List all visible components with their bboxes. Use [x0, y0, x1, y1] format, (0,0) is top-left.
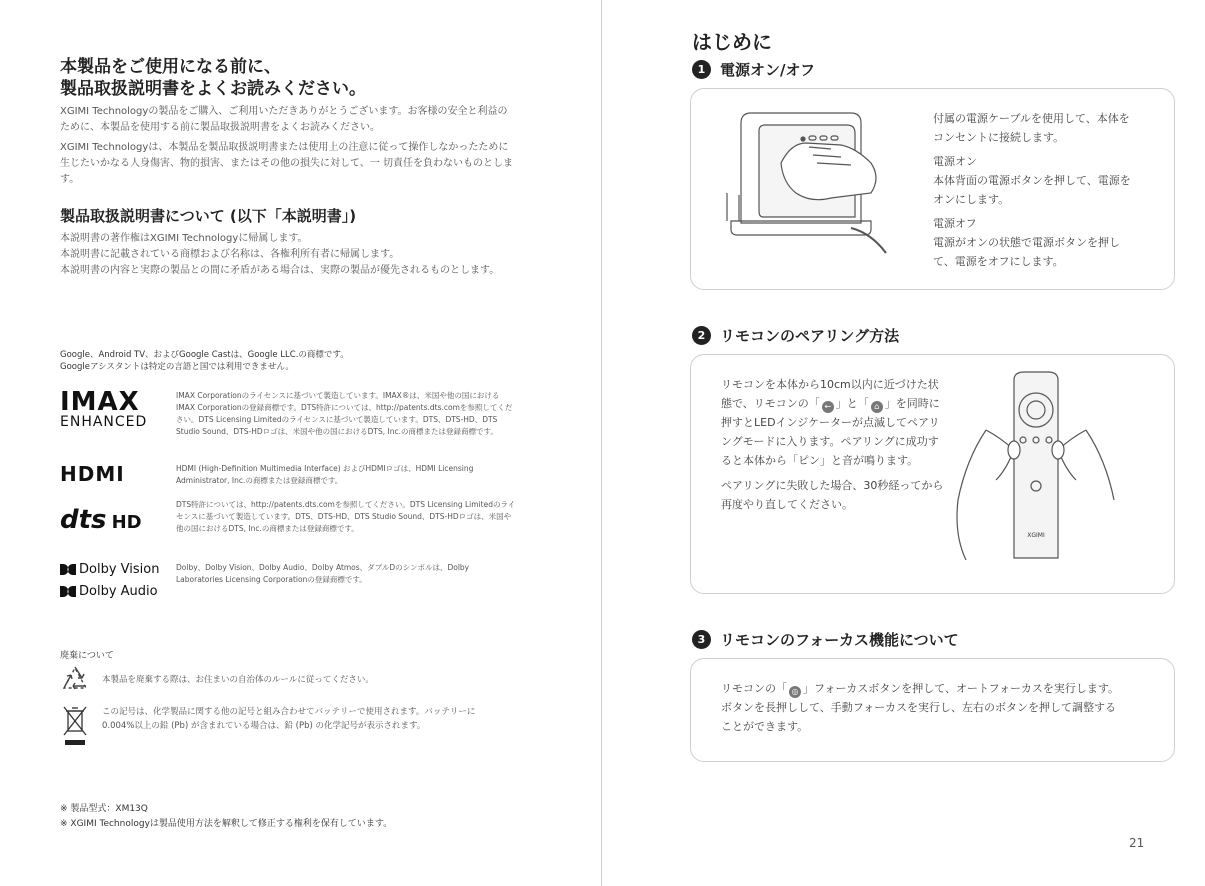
pairing-retry-text: ペアリングに失敗した場合、30秒経ってから再度やり直してください。	[721, 479, 944, 511]
focus-button-icon: ◎	[789, 686, 801, 698]
getting-started-title: はじめに	[692, 30, 772, 54]
focus-text	[721, 679, 1121, 736]
power-on-text: 本体背面の電源ボタンを押して、電源をオンにします。	[933, 174, 1131, 206]
dolby-notice: Dolby、Dolby Vision、Dolby Audio、Dolby Atmos、ダブルDのシンボルは、Dolby Laboratories Licensing Corporationの登録商標です。	[176, 563, 470, 584]
title-line-1: 本製品をご使用になる前に、	[60, 57, 281, 77]
dolby-audio-text: Dolby Audio	[79, 583, 158, 599]
power-off-title: 電源オフ	[933, 217, 977, 230]
focus-instruction-box	[690, 658, 1175, 762]
dts-logo-text: dts	[60, 505, 107, 535]
pairing-text	[721, 375, 946, 470]
section-remote-focus	[692, 629, 959, 650]
section-power	[692, 59, 815, 80]
right-page	[602, 0, 1205, 886]
intro-paragraph-1: XGIMI Technologyの製品をご購入、ご利用いただきありがとうございます。お客様の安全と利益のために、本製品を使用する前に製品取扱説明書をよくお読みください。	[60, 106, 508, 133]
disposal-text-2: この記号は、化学製品に関する他の記号と組み合わせてバッテリーで使用されます。バッテリーに0.004%以上の鉛 (Pb) が含まれている場合は、鉛 (Pb) の化学記号が表示されます。	[102, 707, 476, 731]
remote-brand-label: XGIMI	[1027, 532, 1045, 539]
section-label: リモコンのペアリング方法	[720, 327, 900, 345]
pairing-text-part-2: 」と「	[835, 397, 869, 410]
google-notice-1: Google、Android TV、およびGoogle Castは、Google LLC.の商標です。	[60, 350, 349, 360]
dolby-double-d-icon	[60, 564, 76, 575]
hdmi-notice: HDMI (High-Definition Multimedia Interface) およびHDMIロゴは、HDMI Licensing Administrator, Inc.の商標または登録商標です。	[176, 464, 474, 485]
imax-notice: IMAX Corporationのライセンスに基づいて製造しています。IMAX®は、米国や他の国におけるIMAX Corporationの登録商標です。DTS特許については、http://patents.dts.comを参照してください。DTS Licensing Limitedのライセンスに基づいて製造しています。DTS、DTS-HD、DTS Studio Sound、DTS-HDロゴは、米国や他の国におけるDTS, Inc.の商標または登録商標です。	[176, 391, 513, 436]
footnote-rights: ※ XGIMI Technologyは製品使用方法を解釈して修正する権利を保有しています。	[60, 819, 393, 829]
dolby-vision-text: Dolby Vision	[79, 561, 160, 577]
imax-logo-text: IMAX	[60, 387, 140, 417]
footnote-model: ※ 製品型式：XM13Q	[60, 804, 148, 814]
page-number: 21	[1129, 836, 1145, 850]
section-label: 電源オン/オフ	[720, 61, 816, 79]
title-line-2: 製品取扱説明書をよくお読みください。	[60, 79, 366, 99]
imax-enhanced-logo	[60, 387, 165, 430]
projector-power-illustration	[721, 103, 901, 258]
back-button-icon: ←	[822, 401, 834, 413]
dts-notice: DTS特許については、http://patents.dts.comを参照してください。DTS Licensing Limitedのライセンスに基づいて製造しています。DTS、DTS-HD、DTS Studio Sound、DTS-HDロゴは、米国や他の国におけるDTS, Inc.の商標または登録商標です。	[176, 500, 516, 533]
dolby-audio-logo	[60, 582, 159, 600]
pairing-instruction-box	[690, 354, 1175, 594]
manual-paragraph-2: 本説明書に記載されている商標および名称は、各権利所有者に帰属します。	[60, 249, 400, 260]
focus-text-part-2: 」フォーカスボタンを押して、オートフォーカスを実行します。ボタンを長押しして、手動フォーカスを実行し、左右のボタンを押して調整することができます。	[721, 682, 1120, 733]
recycle-icon	[60, 664, 90, 694]
dolby-double-d-icon	[60, 586, 76, 597]
left-page	[0, 0, 602, 886]
section-remote-pairing	[692, 325, 899, 346]
imax-enhanced-text: ENHANCED	[60, 414, 148, 430]
pairing-text-part-1: リモコンを本体から10cm以内に近づけた状態で、リモコンの「	[721, 378, 939, 410]
crossed-bin-icon	[62, 705, 88, 747]
google-notice-2: Googleアシスタントは特定の言語と国では利用できません。	[60, 362, 294, 372]
section-number: 2	[692, 326, 711, 345]
page-title	[60, 56, 366, 100]
manual-paragraph-1: 本説明書の著作権はXGIMI Technologyに帰属します。	[60, 233, 308, 244]
power-off-text: 電源がオンの状態で電源ボタンを押して、電源をオフにします。	[933, 236, 1120, 268]
remote-hands-illustration	[936, 370, 1116, 560]
dts-hd-logo	[60, 505, 142, 535]
section-number: 1	[692, 60, 711, 79]
power-instruction-box	[690, 88, 1175, 290]
pairing-text-part-3: 」を同時に押すとLEDインジケーターが点滅してペアリングモードに入ります。ペアリングに成功すると本体から「ピン」と音が鳴ります。	[721, 397, 940, 467]
section-label: リモコンのフォーカス機能について	[720, 631, 959, 649]
dolby-logos	[60, 560, 159, 600]
manual-paragraph-3: 本説明書の内容と実際の製品との間に矛盾がある場合は、実際の製品が優先されるものとします。	[60, 265, 500, 276]
focus-text-part-1: リモコンの「	[721, 682, 787, 695]
section-number: 3	[692, 630, 711, 649]
power-connect-text: 付属の電源ケーブルを使用して、本体をコンセントに接続します。	[933, 112, 1130, 144]
intro-paragraph-2: XGIMI Technologyは、本製品を製品取扱説明書または使用上の注意に従って操作しなかったために生じたいかなる人身傷害、物的損害、またはその他の損失に対して、一 切責任を負わないものとします。	[60, 142, 513, 185]
hdmi-logo-text: HDMI	[60, 462, 125, 486]
disposal-text-1: 本製品を廃棄する際は、お住まいの自治体のルールに従ってください。	[102, 675, 374, 685]
hdmi-logo	[60, 462, 125, 486]
power-on-title: 電源オン	[933, 155, 977, 168]
home-button-icon: ⌂	[871, 401, 883, 413]
dts-hd-text: HD	[111, 512, 142, 533]
disposal-title: 廃棄について	[60, 651, 114, 661]
manual-section-title: 製品取扱説明書について (以下「本説明書」)	[60, 207, 357, 225]
dolby-vision-logo	[60, 560, 159, 578]
